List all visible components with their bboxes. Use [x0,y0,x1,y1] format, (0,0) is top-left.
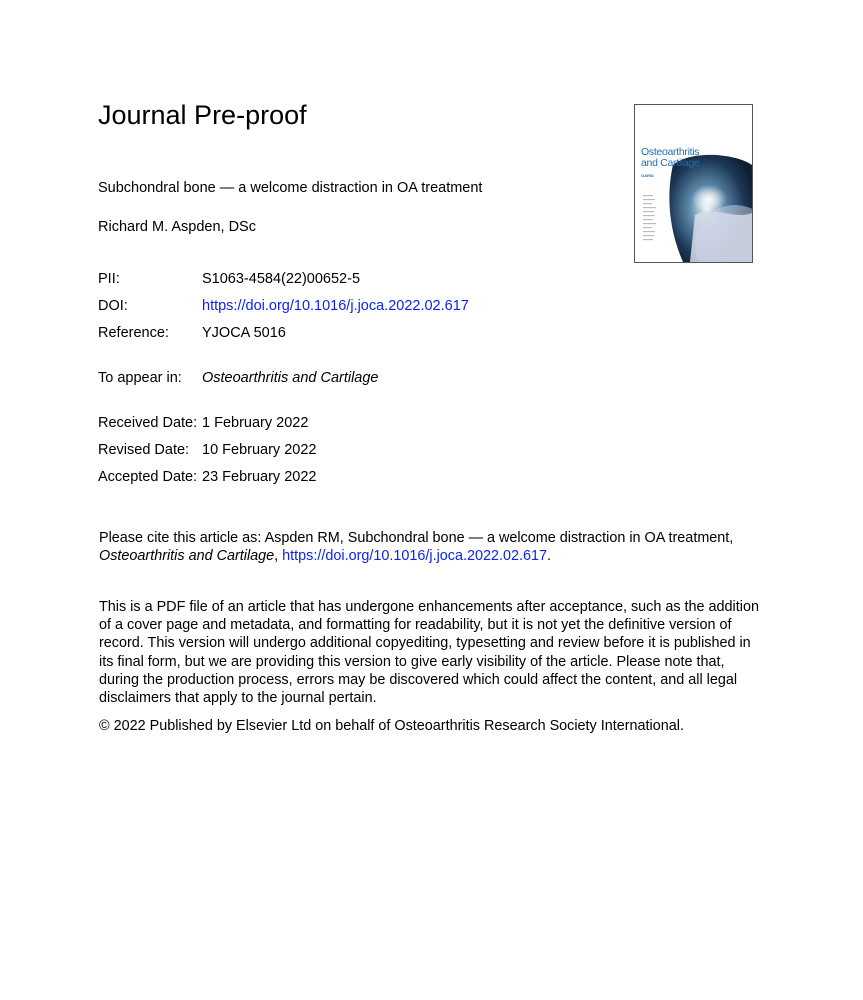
received-date-label: Received Date: [98,415,198,431]
cover-title-line1: Osteoarthritis [641,146,700,158]
citation-paragraph [99,529,759,565]
appear-in-value: Osteoarthritis and Cartilage [202,370,379,386]
citation-text: Please cite this article as: Aspden RM, Subchondral bone — a welcome distraction in OA treatment, [99,530,734,546]
pii-value: S1063-4584(22)00652-5 [202,271,361,287]
cover-art [635,105,752,262]
copyright-notice: © 2022 Published by Elsevier Ltd on behalf of Osteoarthritis Research Society International. [99,718,684,734]
cover-journal-name [641,147,700,169]
citation-sep: , [274,548,283,565]
citation-end: . [547,548,552,565]
citation-doi-link[interactable]: https://doi.org/10.1016/j.joca.2022.02.617 [282,548,548,565]
received-date-value: 1 February 2022 [202,415,309,431]
notice-paragraph: This is a PDF file of an article that has undergone enhancements after acceptance, such as the addition of a cover page and metadata, and formatting for readability, but it is not yet the definitive version of record. This version will undergo additional copyediting, typesetting and review before it is published in its final form, but we are providing this version to give early visibility of the article. Please note that, during the production process, errors may be discovered which could affect the content, and all legal disclaimers that apply to the journal pertain. [99,599,759,707]
doi-link[interactable]: https://doi.org/10.1016/j.joca.2022.02.617 [202,298,469,314]
revised-date-value: 10 February 2022 [202,442,317,458]
page-title: Journal Pre-proof [98,100,307,130]
accepted-date-label: Accepted Date: [98,469,198,485]
accepted-date-value: 23 February 2022 [202,469,317,485]
journal-cover-thumbnail [634,104,753,263]
citation-journal: Osteoarthritis and Cartilage [99,548,275,565]
reference-value: YJOCA 5016 [202,325,286,341]
cover-title-line2: and Cartilage [641,157,700,169]
article-author: Richard M. Aspden, DSc [98,219,256,235]
pii-label: PII: [98,271,120,287]
cover-oarsi-badge: OARSI [641,173,654,178]
reference-label: Reference: [98,325,169,341]
doi-label: DOI: [98,298,128,314]
appear-in-label: To appear in: [98,370,182,386]
article-title: Subchondral bone — a welcome distraction in OA treatment [98,180,483,196]
revised-date-label: Revised Date: [98,442,190,458]
